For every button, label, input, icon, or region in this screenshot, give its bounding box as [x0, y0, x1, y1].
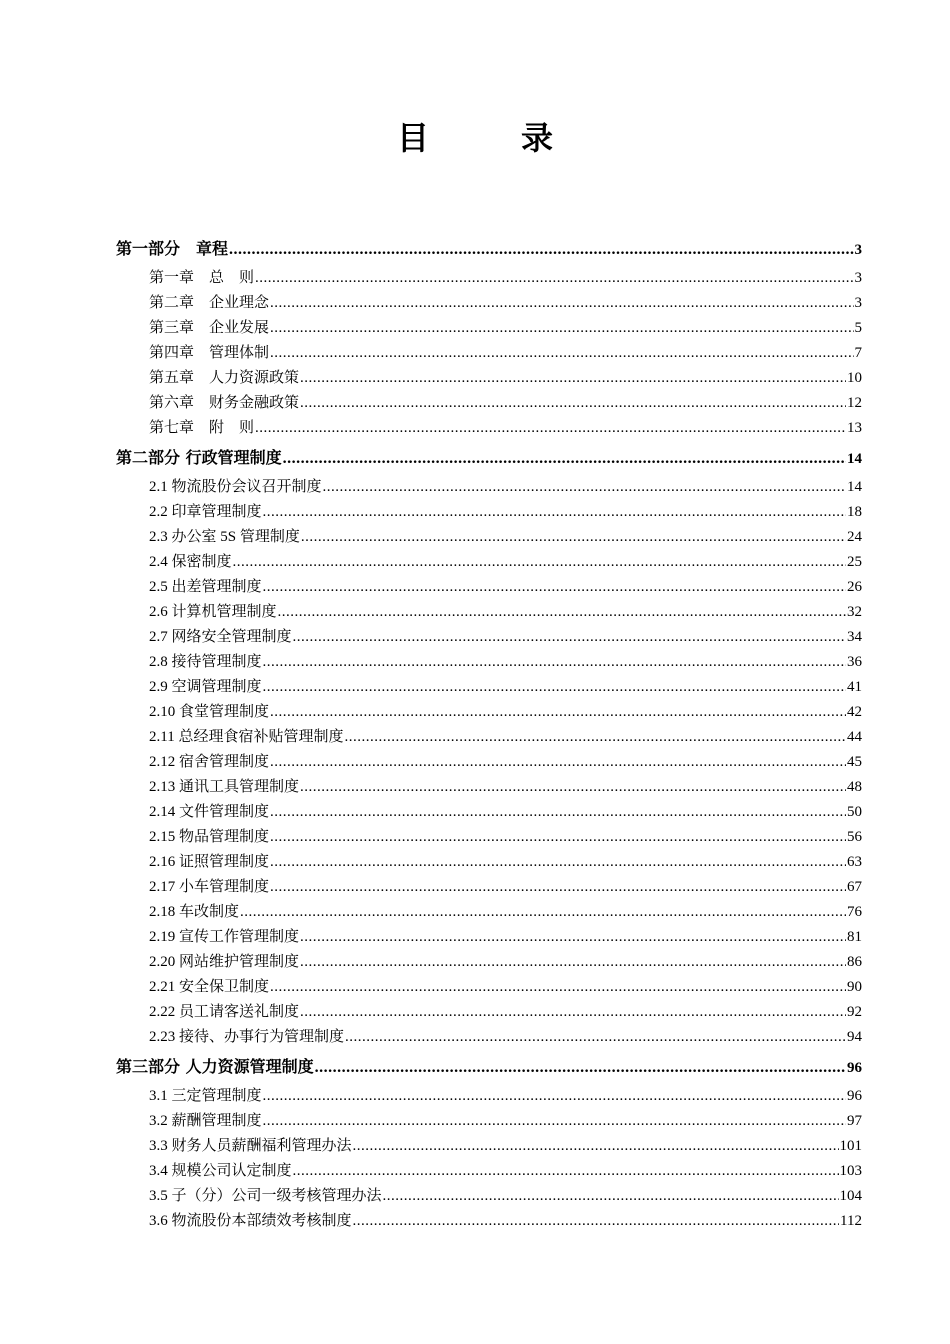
toc-leader [293, 625, 846, 650]
toc-entry-label: 2.21 安全保卫制度 [149, 979, 270, 995]
toc-page-number: 26 [847, 579, 862, 595]
toc-entry[interactable] [116, 1000, 862, 1025]
toc-entry[interactable] [116, 650, 862, 675]
toc-entry-label: 3.4 规模公司认定制度 [149, 1163, 292, 1179]
toc-leader [263, 675, 846, 700]
toc-entry-label: 2.11 总经理食宿补贴管理制度 [149, 729, 344, 745]
toc-entry-label: 第三章 企业发展 [149, 320, 270, 336]
toc-entry-label: 2.18 车改制度 [149, 904, 240, 920]
toc-entry-label: 2.4 保密制度 [149, 554, 232, 570]
toc-leader [270, 875, 846, 900]
toc-entry[interactable] [116, 875, 862, 900]
toc-leader [300, 775, 846, 800]
toc-leader [315, 1051, 846, 1085]
toc-entry[interactable] [116, 625, 862, 650]
toc-leader [270, 975, 846, 1000]
toc-entry-label: 第五章 人力资源政策 [149, 370, 300, 386]
toc-entry-label: 2.15 物品管理制度 [149, 829, 270, 845]
toc-entry-label: 2.13 通讯工具管理制度 [149, 779, 300, 795]
toc-leader [345, 1025, 846, 1050]
toc-page-number: 3 [854, 295, 862, 311]
toc-entry[interactable] [116, 1209, 862, 1234]
toc-page-number: 104 [839, 1188, 862, 1204]
toc-page-number: 96 [847, 1088, 862, 1104]
toc-page-number: 86 [847, 954, 862, 970]
toc-page-number: 90 [847, 979, 862, 995]
toc-page-number: 96 [847, 1060, 862, 1076]
toc-entry[interactable] [116, 600, 862, 625]
toc-leader [270, 750, 846, 775]
toc-leader [240, 900, 846, 925]
toc-entry-label: 2.22 员工请客送礼制度 [149, 1004, 300, 1020]
toc-entry[interactable] [116, 1134, 862, 1159]
toc-entry[interactable] [116, 700, 862, 725]
toc-leader [263, 1084, 846, 1109]
toc-page-number: 67 [847, 879, 862, 895]
toc-entry[interactable] [116, 675, 862, 700]
toc-page-number: 76 [847, 904, 862, 920]
toc-page-number: 14 [847, 479, 862, 495]
toc-page-number: 14 [847, 451, 862, 467]
toc-page-number: 10 [847, 370, 862, 386]
toc-part-heading[interactable] [116, 441, 862, 475]
toc-leader [263, 1109, 846, 1134]
toc-leader [255, 266, 853, 291]
toc-page-number: 81 [847, 929, 862, 945]
toc-entry-label: 2.7 网络安全管理制度 [149, 629, 292, 645]
toc-entry-label: 2.2 印章管理制度 [149, 504, 262, 520]
toc-leader [300, 366, 846, 391]
toc-leader [344, 725, 846, 750]
toc-page-number: 41 [847, 679, 862, 695]
toc-page-number: 45 [847, 754, 862, 770]
toc-leader [233, 550, 846, 575]
toc-leader [255, 416, 846, 441]
toc-entry-label: 3.3 财务人员薪酬福利管理办法 [149, 1138, 352, 1154]
toc-entry[interactable] [116, 1159, 862, 1184]
toc-entry[interactable] [116, 1109, 862, 1134]
toc-entry-label: 第二章 企业理念 [149, 295, 270, 311]
toc-page-number: 12 [847, 395, 862, 411]
toc-entry-label: 2.14 文件管理制度 [149, 804, 270, 820]
toc-leader [353, 1209, 840, 1234]
toc-page-number: 48 [847, 779, 862, 795]
toc-page-number: 25 [847, 554, 862, 570]
toc-entry-label: 2.17 小车管理制度 [149, 879, 270, 895]
toc-entry-label: 2.10 食堂管理制度 [149, 704, 270, 720]
toc-entry[interactable] [116, 575, 862, 600]
toc-page-number: 36 [847, 654, 862, 670]
toc-entry-label: 2.3 办公室 5S 管理制度 [149, 529, 300, 545]
toc-page-number: 101 [839, 1138, 862, 1154]
toc-leader [323, 475, 846, 500]
toc-entry-label: 2.23 接待、办事行为管理制度 [149, 1029, 345, 1045]
toc-part-heading[interactable] [116, 1050, 862, 1084]
toc-entry-label: 3.6 物流股份本部绩效考核制度 [149, 1213, 352, 1229]
toc-page-number: 32 [847, 604, 862, 620]
toc-page-number: 34 [847, 629, 862, 645]
toc-part-heading[interactable] [116, 232, 862, 266]
toc-entry[interactable] [116, 1184, 862, 1209]
toc-part-2 [116, 441, 862, 1050]
toc-entry-label: 2.16 证照管理制度 [149, 854, 270, 870]
toc-leader [300, 925, 846, 950]
toc-page-number: 42 [847, 704, 862, 720]
toc-page-number: 112 [840, 1213, 862, 1229]
toc-entry[interactable] [116, 950, 862, 975]
toc-leader [263, 500, 846, 525]
toc-page-number: 7 [854, 345, 862, 361]
toc-leader [270, 316, 853, 341]
toc-page-number: 56 [847, 829, 862, 845]
toc-entry[interactable] [116, 825, 862, 850]
toc-entry-label: 3.2 薪酬管理制度 [149, 1113, 262, 1129]
toc-leader [270, 700, 846, 725]
toc-entry-label: 2.20 网站维护管理制度 [149, 954, 300, 970]
toc-entry[interactable] [116, 775, 862, 800]
toc-entry[interactable] [116, 550, 862, 575]
toc-leader [300, 391, 846, 416]
toc-part-1 [116, 232, 862, 441]
toc-entry[interactable] [116, 850, 862, 875]
toc-leader [293, 1159, 839, 1184]
toc-entry[interactable] [116, 500, 862, 525]
toc-entry-label: 第三部分 人力资源管理制度 [116, 1057, 314, 1076]
toc-entry-label: 第四章 管理体制 [149, 345, 270, 361]
toc-entry[interactable] [116, 925, 862, 950]
toc-leader [383, 1184, 839, 1209]
toc-entry-label: 2.9 空调管理制度 [149, 679, 262, 695]
toc-entry-label: 2.8 接待管理制度 [149, 654, 262, 670]
toc-page-number: 103 [839, 1163, 862, 1179]
toc-entry[interactable] [116, 1025, 862, 1050]
toc-entry-label: 2.5 出差管理制度 [149, 579, 262, 595]
toc-page-number: 50 [847, 804, 862, 820]
toc-part-3 [116, 1050, 862, 1234]
toc-entry[interactable] [116, 266, 862, 291]
toc-leader [301, 525, 846, 550]
toc-leader [353, 1134, 839, 1159]
toc-entry[interactable] [116, 416, 862, 441]
toc-list [116, 232, 862, 1234]
toc-entry[interactable] [116, 341, 862, 366]
toc-page-number: 13 [847, 420, 862, 436]
toc-title: 目 录 [396, 119, 583, 157]
toc-leader [263, 575, 846, 600]
toc-entry[interactable] [116, 1084, 862, 1109]
toc-entry[interactable] [116, 525, 862, 550]
toc-entry-label: 第一章 总 则 [149, 270, 255, 286]
toc-entry[interactable] [116, 800, 862, 825]
toc-entry[interactable] [116, 750, 862, 775]
toc-page-number: 24 [847, 529, 862, 545]
toc-leader [270, 291, 853, 316]
toc-entry[interactable] [116, 975, 862, 1000]
toc-page-number: 3 [854, 242, 862, 258]
toc-leader [300, 1000, 846, 1025]
toc-entry-label: 2.6 计算机管理制度 [149, 604, 277, 620]
toc-entry-label: 3.5 子（分）公司一级考核管理办法 [149, 1188, 382, 1204]
toc-entry[interactable] [116, 391, 862, 416]
toc-entry[interactable] [116, 316, 862, 341]
toc-entry-label: 3.1 三定管理制度 [149, 1088, 262, 1104]
toc-entry-label: 第七章 附 则 [149, 420, 255, 436]
toc-entry-label: 第二部分 行政管理制度 [116, 448, 282, 467]
toc-leader [270, 825, 846, 850]
toc-page-number: 97 [847, 1113, 862, 1129]
toc-leader [270, 850, 846, 875]
toc-leader [270, 341, 853, 366]
toc-entry[interactable] [116, 725, 862, 750]
toc-page-number: 18 [847, 504, 862, 520]
toc-entry-label: 2.1 物流股份会议召开制度 [149, 479, 322, 495]
toc-page-number: 5 [854, 320, 862, 336]
toc-leader [263, 650, 846, 675]
toc-entry[interactable] [116, 291, 862, 316]
toc-entry[interactable] [116, 475, 862, 500]
toc-entry[interactable] [116, 900, 862, 925]
toc-page-number: 63 [847, 854, 862, 870]
toc-leader [283, 442, 846, 476]
toc-page-number: 44 [847, 729, 862, 745]
toc-leader [229, 233, 853, 267]
toc-entry-label: 第一部分 章程 [116, 239, 229, 258]
toc-page-number: 3 [854, 270, 862, 286]
toc-entry-label: 2.19 宣传工作管理制度 [149, 929, 300, 945]
toc-leader [278, 600, 846, 625]
toc-leader [300, 950, 846, 975]
toc-entry-label: 2.12 宿舍管理制度 [149, 754, 270, 770]
toc-page-number: 92 [847, 1004, 862, 1020]
toc-entry[interactable] [116, 366, 862, 391]
toc-page-number: 94 [847, 1029, 862, 1045]
toc-entry-label: 第六章 财务金融政策 [149, 395, 300, 411]
toc-leader [270, 800, 846, 825]
